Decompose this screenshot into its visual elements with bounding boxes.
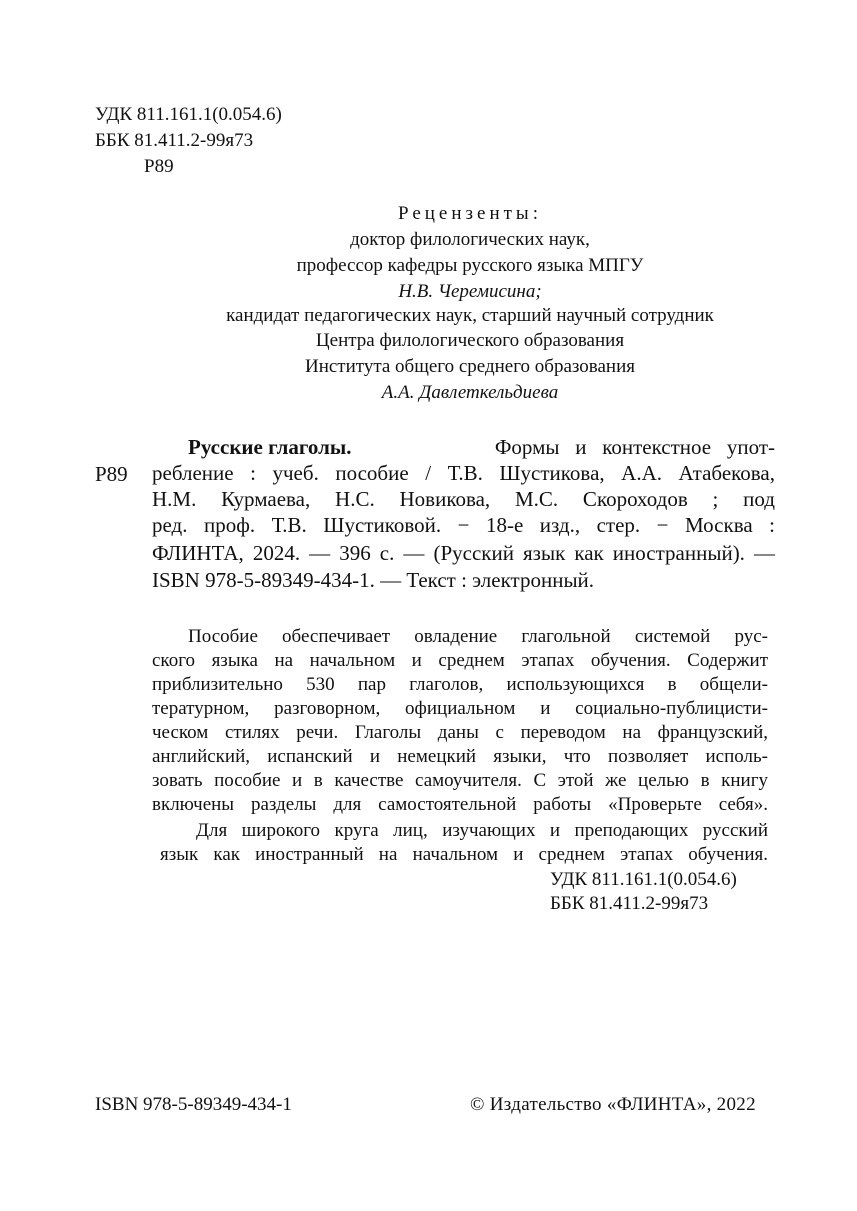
bibliography-line-5: ФЛИНТА, 2024. — 396 с. — (Русский язык как иностранный). — <box>152 541 775 565</box>
audience-line: Для широкого круга лиц, изучающих и преподающих русский <box>196 820 768 841</box>
annotation-line: включены разделы для самостоятельной работы «Проверьте себя». <box>152 794 768 815</box>
book-title: Русские глаголы. <box>188 435 352 459</box>
reviewer-line: кандидат педагогических наук, старший научный сотрудник <box>226 305 714 326</box>
annotation-udk: УДК 811.161.1(0.054.6) <box>550 869 737 890</box>
author-mark: Р89 <box>144 156 174 177</box>
bibliography-line-3: Н.М. Курмаева, Н.С. Новикова, М.С. Скороходов ; под <box>152 487 775 511</box>
bibliography-code: Р89 <box>95 462 128 486</box>
reviewers-heading: Рецензенты: <box>398 203 542 224</box>
reviewer-name: А.А. Давлеткельдиева <box>381 382 559 403</box>
annotation-line: тературном, разговорном, официальном и социально-публицисти- <box>152 698 768 719</box>
footer-copyright: © Издательство «ФЛИНТА», 2022 <box>470 1094 756 1115</box>
reviewer-line: доктор филологических наук, <box>350 229 590 250</box>
reviewer-line: профессор кафедры русского языка МПГУ <box>296 255 644 276</box>
annotation-line: зовать пособие и в качестве самоучителя. С этой же целью в книгу <box>152 770 768 791</box>
footer-isbn: ISBN 978-5-89349-434-1 <box>95 1094 292 1115</box>
reviewer-line: Института общего среднего образования <box>304 356 636 377</box>
bibliography-line-4: ред. проф. Т.В. Шустиковой. − 18-е изд., стер. − Москва : <box>152 513 775 537</box>
annotation-line: приблизительно 530 пар глаголов, использующихся в общели- <box>152 674 768 695</box>
audience-line: язык как иностранный на начальном и среднем этапах обучения. <box>160 844 768 865</box>
reviewer-line: Центра филологического образования <box>315 330 625 351</box>
annotation-bbk: ББК 81.411.2-99я73 <box>550 893 709 914</box>
annotation-line: английский, испанский и немецкий языки, что позволяет исполь- <box>152 746 768 767</box>
reviewer-name: Н.В. Черемисина; <box>398 281 542 302</box>
annotation-line: ского языка на начальном и среднем этапах обучения. Содержит <box>152 650 768 671</box>
bbk-code: ББК 81.411.2-99я73 <box>95 130 254 151</box>
bibliography-line-1 <box>188 433 775 461</box>
bibliography-line-1-rest: Формы и контекстное упот- <box>494 435 775 459</box>
bibliography-line-6: ISBN 978-5-89349-434-1. — Текст : электронный. <box>152 568 595 592</box>
annotation-line: Пособие обеспечивает овладение глагольной системой рус- <box>188 626 768 647</box>
bibliography-line-2: ребление : учеб. пособие / Т.В. Шустикова, А.А. Атабекова, <box>152 461 775 485</box>
udk-code: УДК 811.161.1(0.054.6) <box>95 104 282 125</box>
annotation-line: ческом стилях речи. Глаголы даны с переводом на французский, <box>152 722 768 743</box>
